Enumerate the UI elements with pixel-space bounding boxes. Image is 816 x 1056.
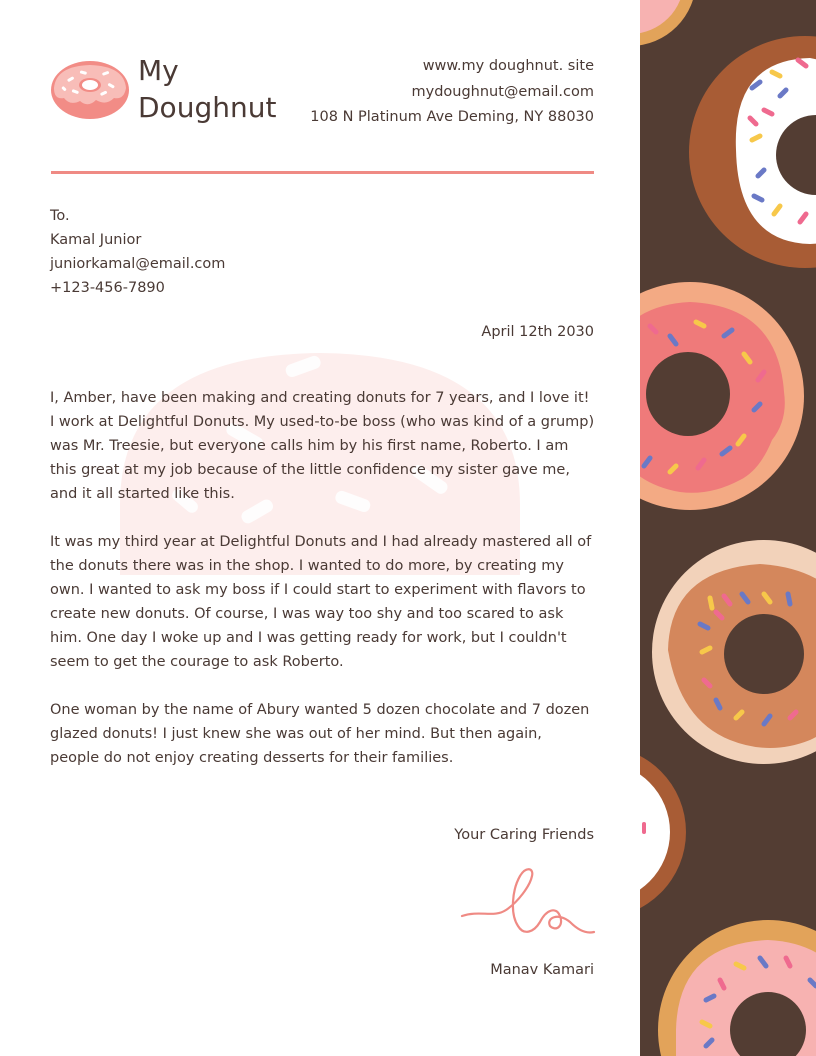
closing-line: Your Caring Friends bbox=[454, 827, 594, 843]
recipient-salutation: To. bbox=[50, 208, 70, 224]
signer-name: Manav Kamari bbox=[490, 962, 594, 978]
doughnut-logo-icon bbox=[50, 60, 130, 120]
recipient-name: Kamal Junior bbox=[50, 232, 142, 248]
donut-pattern-icon bbox=[640, 0, 816, 1056]
brand-name-line2: Doughnut bbox=[138, 91, 277, 124]
recipient-phone: +123-456-7890 bbox=[50, 280, 165, 296]
address-text: 108 N Platinum Ave Deming, NY 88030 bbox=[310, 109, 594, 125]
recipient-email: juniorkamal@email.com bbox=[50, 256, 226, 272]
letter-body bbox=[50, 386, 595, 794]
brand-name-line1: My bbox=[138, 54, 179, 87]
body-paragraph: One woman by the name of Abury wanted 5 dozen chocolate and 7 dozen glazed donuts! I just knew she was out of her mind. But then again, people do not enjoy creating desserts for their families. bbox=[50, 702, 590, 766]
email-text: mydoughnut@email.com bbox=[411, 83, 594, 100]
body-paragraph: It was my third year at Delightful Donuts and I had already mastered all of the donuts there was in the shop. I wanted to do more, by creating my own. I wanted to ask my boss if I could start to experiment with flavors to create new donuts. Of course, I was way too shy and too scared to ask him. One day I woke up and I was getting ready for work, but I couldn't seem to get the courage to ask Roberto. bbox=[50, 534, 592, 670]
decorative-donut-strip bbox=[640, 0, 816, 1056]
sender-contact bbox=[310, 54, 594, 131]
letter-date: April 12th 2030 bbox=[481, 324, 594, 340]
header-divider bbox=[51, 171, 594, 174]
recipient-block bbox=[50, 204, 225, 300]
signature-icon bbox=[460, 866, 596, 940]
body-paragraph: I, Amber, have been making and creating donuts for 7 years, and I love it! I work at Delightful Donuts. My used-to-be boss (who was kind of a grump) was Mr. Treesie, but everyone calls him by his first name, Roberto. I am this great at my job because of the little confidence my sister gave me, and it all started like this. bbox=[50, 390, 595, 502]
website-text: www.my doughnut. site bbox=[422, 58, 594, 74]
brand-name bbox=[138, 52, 308, 126]
